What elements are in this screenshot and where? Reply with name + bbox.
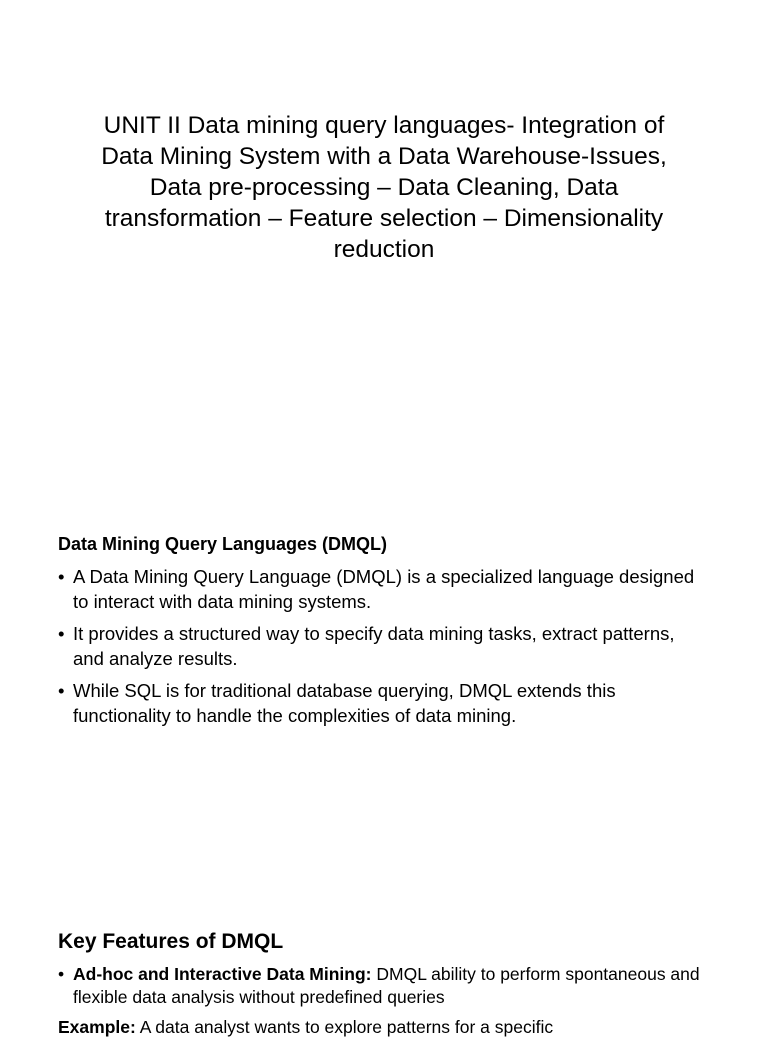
dmql-bullet-2 bbox=[58, 621, 708, 671]
dmql-heading: Data Mining Query Languages (DMQL) bbox=[58, 534, 388, 554]
dmql-bullet-3 bbox=[58, 678, 708, 728]
dmql-bullet-list bbox=[58, 564, 708, 735]
features-bullet-list bbox=[58, 963, 708, 1016]
dmql-slide bbox=[0, 500, 768, 900]
dmql-bullet-3-text: While SQL is for traditional database querying, DMQL extends this functionality to handle the complexities of data mining. bbox=[73, 680, 616, 726]
bullet-icon: • bbox=[58, 623, 65, 644]
features-bullet-1-term: Ad-hoc and Interactive Data Mining: bbox=[73, 964, 372, 984]
features-heading: Key Features of DMQL bbox=[58, 930, 284, 953]
dmql-bullet-2-text: It provides a structured way to specify data mining tasks, extract patterns, and analyze results. bbox=[73, 623, 675, 669]
bullet-icon: • bbox=[58, 964, 65, 984]
features-bullet-1-text: DMQL ability to perform spontaneous and flexible data analysis without predefined queries bbox=[73, 964, 700, 1007]
features-slide bbox=[0, 900, 768, 1037]
bullet-icon: • bbox=[58, 680, 65, 701]
example-term: Example: bbox=[58, 1017, 136, 1037]
example-line bbox=[58, 1016, 738, 1039]
features-bullet-1 bbox=[58, 963, 708, 1009]
dmql-bullet-1-text: A Data Mining Query Language (DMQL) is a specialized language designed to interact with data mining systems. bbox=[73, 566, 695, 612]
bullet-icon: • bbox=[58, 566, 65, 587]
unit-title: UNIT II Data mining query languages- Integration of Data Mining System with a Data Warehouse-Issues, Data pre-processing – Data Cleaning, Data transformation – Feature selection – Dimensionality reduction bbox=[101, 112, 667, 263]
title-slide bbox=[0, 0, 768, 500]
example-text: A data analyst wants to explore patterns for a specific bbox=[135, 1017, 554, 1037]
dmql-bullet-1 bbox=[58, 564, 708, 614]
